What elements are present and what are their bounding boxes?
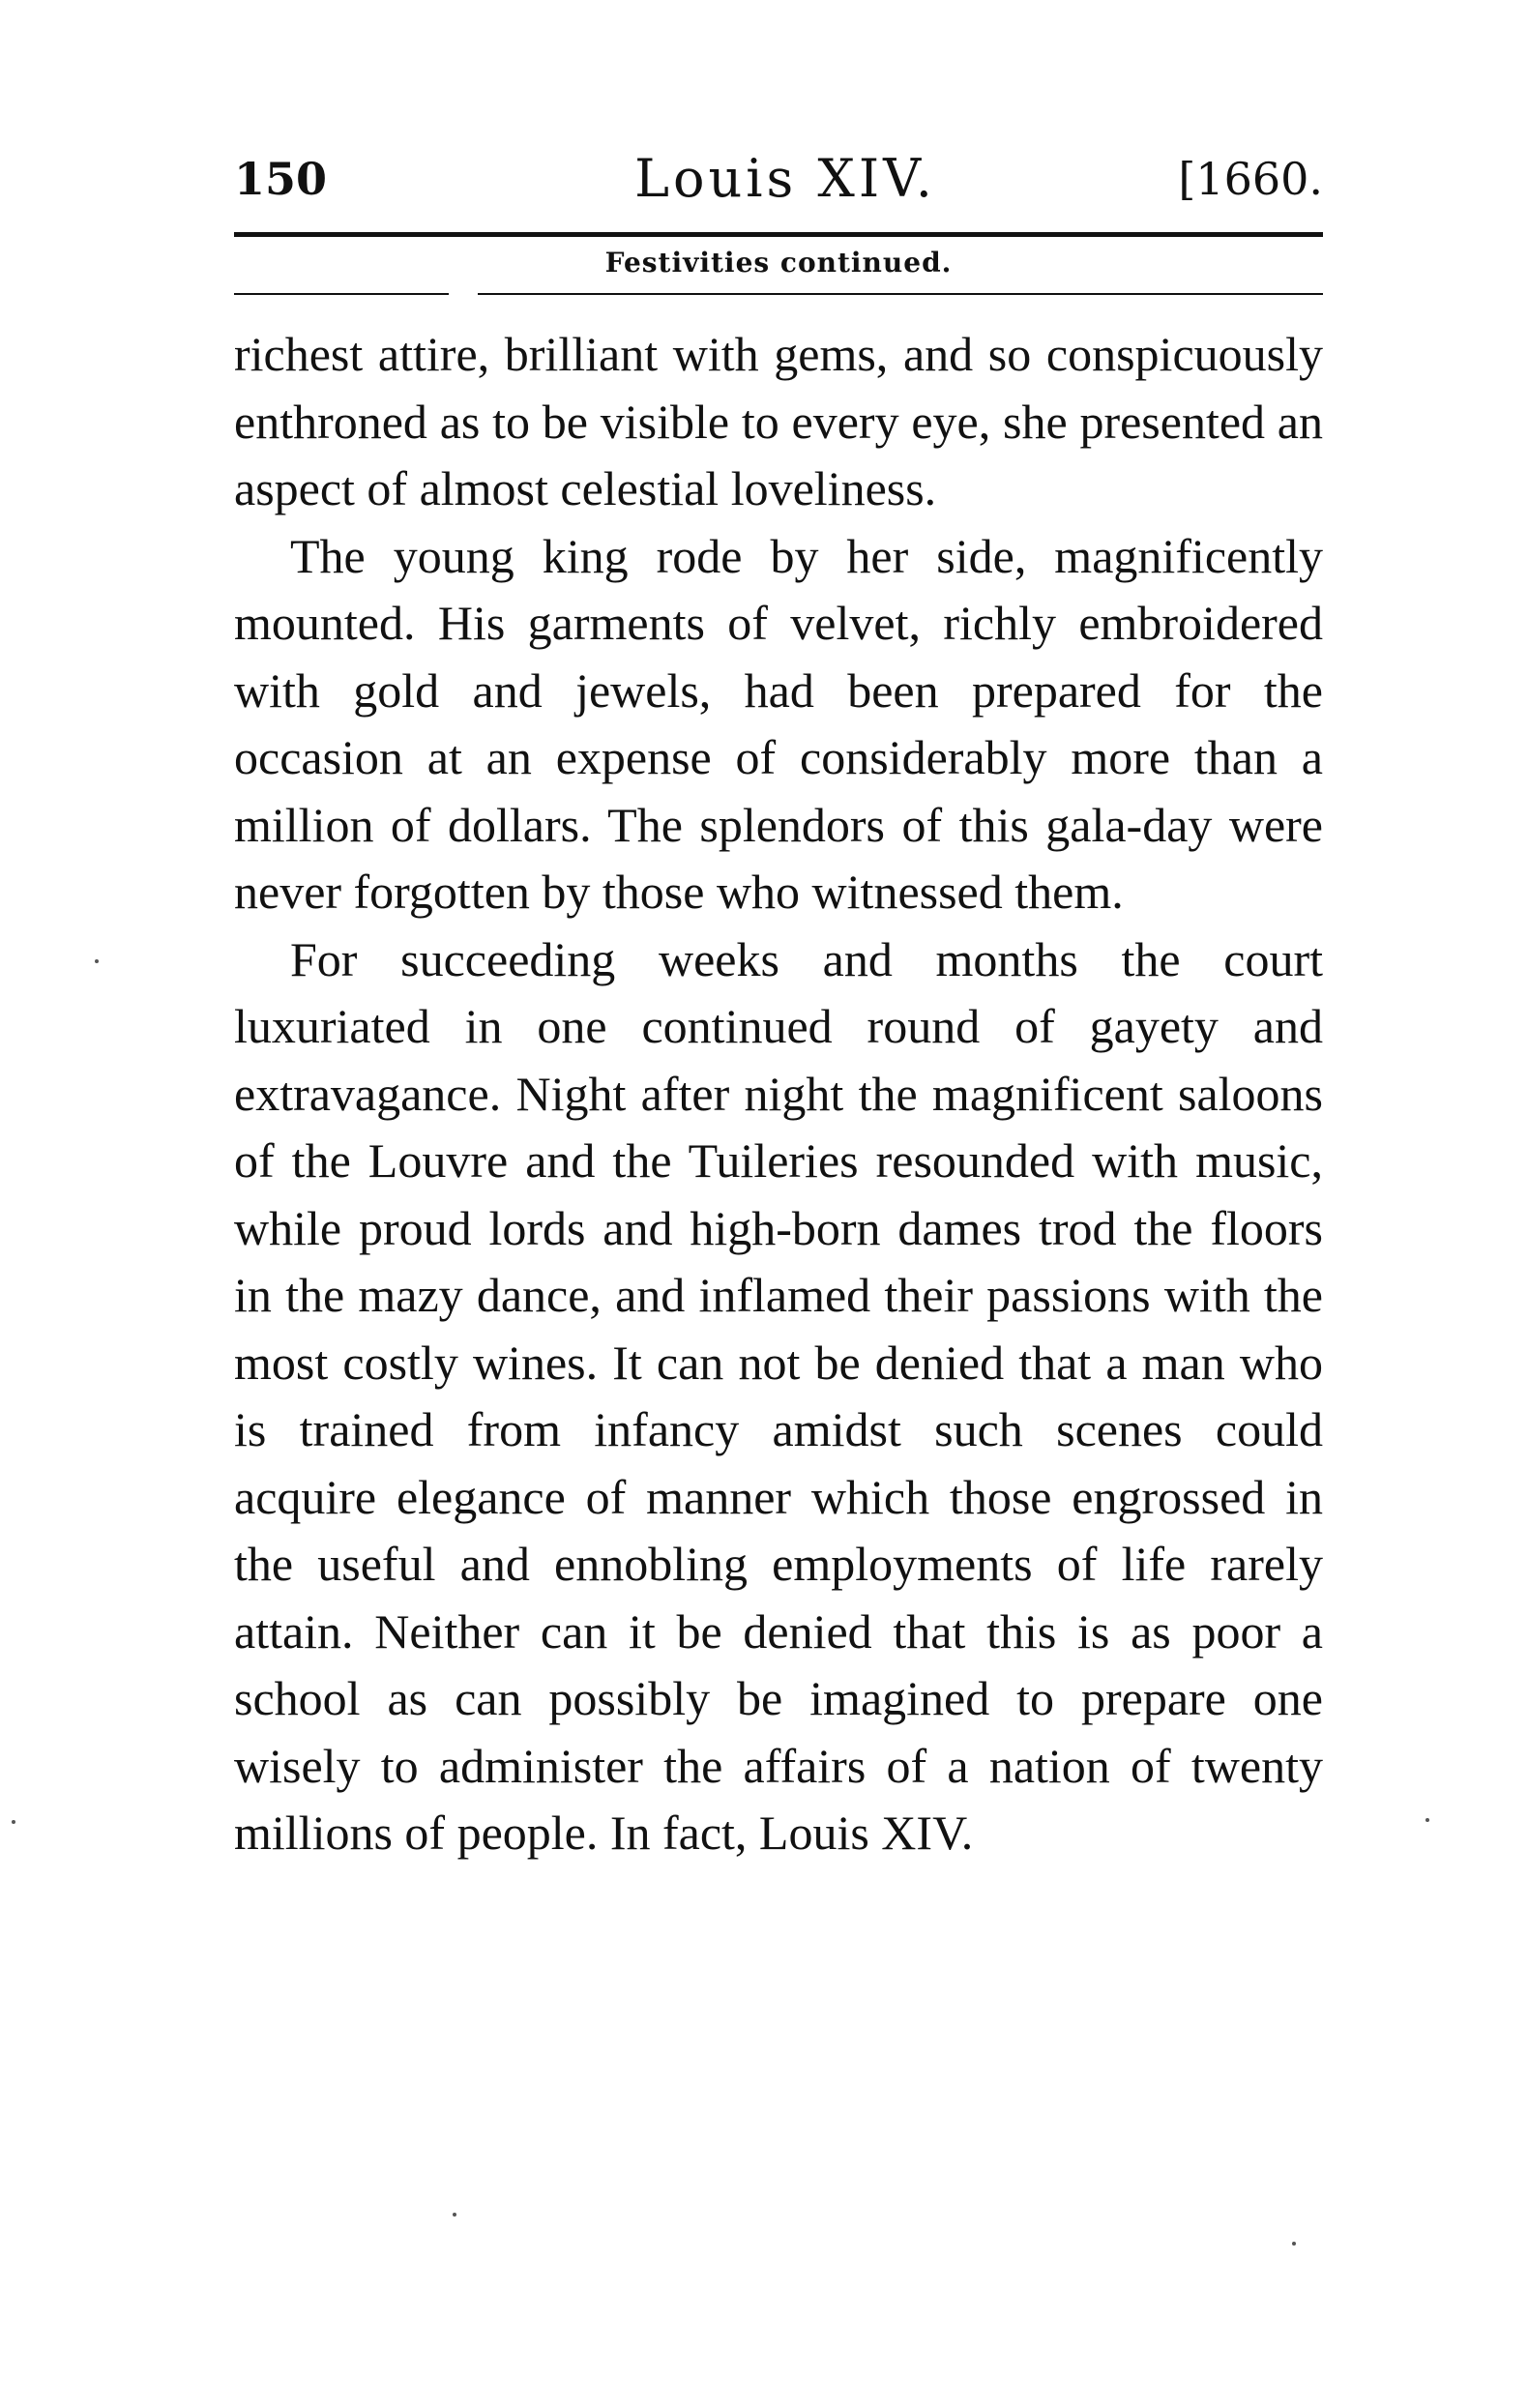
header-rule (234, 232, 1323, 237)
year-marker: [1660. (1178, 153, 1323, 205)
running-head (234, 145, 1323, 213)
subhead-rule-right (478, 293, 1323, 295)
subhead-rule-left (234, 293, 449, 295)
body-text (234, 321, 1323, 1867)
paper-speck (95, 959, 99, 963)
paper-speck (453, 2213, 456, 2217)
section-subhead: Festivities continued. (604, 247, 953, 279)
paper-speck (1292, 2242, 1296, 2246)
paper-speck (12, 1820, 15, 1824)
paper-speck (1425, 1818, 1429, 1822)
page-number: 150 (234, 153, 328, 205)
paragraph-2: The young king rode by her side, magnificently mounted. His garments of velvet, richly embroidered with gold and jewels, had been prepared for the occasion at an expense of considerably more than a million of dollars. The splendors of this gala-day were never forgotten by those who witnessed them. (234, 528, 1323, 919)
paragraph-1: richest attire, brilliant with gems, and so conspicuously enthroned as to be visible to every eye, she presented an aspect of almost celestial loveliness. (234, 327, 1323, 515)
paragraph-3: For succeeding weeks and months the court luxuriated in one continued round of gayety and extravagance. Night after night the magnificent saloons of the Louvre and the Tuileries resounded with music, while proud lords and high-born dames trod the floors in the mazy dance, and inflamed their passions with the most costly wines. It can not be denied that a man who is trained from infancy amidst such scenes could acquire elegance of manner which those engrossed in the useful and ennobling employments of life rarely attain. Neither can it be denied that this is as poor a school as can possibly be imagined to prepare one wisely to administer the affairs of a nation of twenty millions of people. In fact, Louis XIV. (234, 931, 1323, 1860)
running-title: Louis XIV. (634, 148, 936, 209)
